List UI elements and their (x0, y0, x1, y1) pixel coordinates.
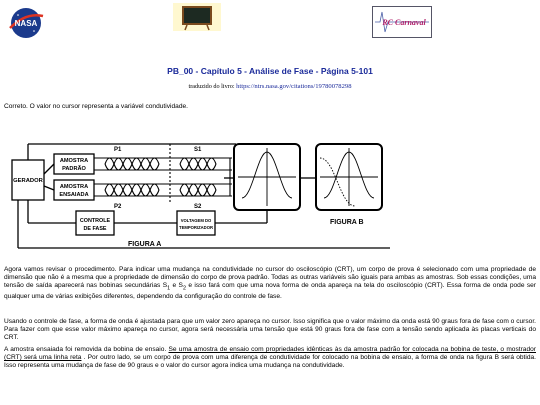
p2-c: e isso fará com que uma nova forma de onda apareça na tela do osciloscópio (CRT). Essa forma de onda pode ser qualquer uma de várias exibições diferentes, dependendo da configuração do controle de fase. (4, 282, 537, 300)
label-p2: P2 (114, 204, 122, 210)
p2-a: Agora vamos revisar o procedimento. Para indicar uma mudança na condutividade no cursor do osciloscópio (CRT), um corpo de prova é selecionado com uma propriedade de dimensão que não é a mesma que a propriedade de dimensão do corpo de prova padrão. Todas as outras variáveis são iguais para ambas as amostras. Sob essas condições, uma tensão de saída aparecerá nas bobinas secundárias S (4, 266, 536, 290)
p4-underlined: Se uma amostra de ensaio com propriedades idênticas às da amostra padrão for colocada na bobina de teste, o mostrador (CRT) será uma linha reta (4, 346, 536, 362)
p2-sub2: 2 (182, 285, 187, 292)
paragraph-correct: Correto. O valor no cursor representa a variável condutividade. (4, 103, 188, 110)
p2-sub1: 1 (167, 285, 171, 292)
label-s1: S1 (194, 147, 202, 153)
page-title: PB_00 - Capítulo 5 - Análise de Fase - Página 5-101 (167, 66, 373, 76)
credit-prefix: traduzido do livro: (188, 83, 235, 90)
paragraph-result (4, 346, 536, 371)
p4-b: . Por outro lado, se um corpo de prova com uma diferença de condutividade for colocado na bobina de ensaio, a forma de onda na figura B será obtida. Isso representa uma mudança de fase de 90 graus e o valor do cursor agora indica uma mudança na condutividade. (4, 354, 536, 370)
rc-carnaval-logo (372, 6, 432, 38)
label-amostra-padrao-1: AMOSTRA (59, 158, 89, 164)
label-controle-1: CONTROLE (79, 218, 111, 224)
label-figura-b: FIGURA B (330, 219, 364, 226)
label-voltagem-2: TEMPORIZADOR (179, 225, 213, 230)
label-amostra-ensaiada-1: AMOSTRA (59, 184, 89, 190)
source-credit (0, 83, 540, 90)
nasa-logo (6, 6, 46, 40)
label-s2: S2 (194, 204, 202, 210)
chalkboard-icon[interactable] (173, 3, 221, 31)
paragraph-phase-control: Usando o controle de fase, a forma de onda é ajustada para que um valor zero apareça no cursor. Isso significa que o valor máximo da onda está 90 graus fora de fase com o cursor. Para fazer com que esse valor máximo apareça no cursor, agora será necessária uma tensão que está 90 graus fora de fase com a tensão sendo aplicada às placas verticais do CRT. (4, 318, 536, 342)
p4-a: A amostra ensaiada foi removida da bobina de ensaio. (4, 346, 169, 353)
label-controle-2: DE FASE (83, 226, 107, 232)
rc-carnaval-logo-text: RC Carnaval (382, 18, 426, 27)
source-link[interactable]: https://ntrs.nasa.gov/citations/19780078298 (236, 83, 352, 90)
label-p1: P1 (114, 147, 122, 153)
eddy-current-diagram (10, 138, 440, 256)
label-amostra-ensaiada-2: ENSAIADA (59, 192, 89, 198)
label-figura-a: FIGURA A (128, 241, 162, 248)
p2-b: e S (170, 282, 183, 290)
nasa-logo-text: NASA (14, 19, 38, 28)
paragraph-procedure (4, 266, 536, 301)
label-amostra-padrao-2: PADRÃO (62, 166, 86, 172)
label-gerador: GERADOR (13, 178, 43, 184)
label-voltagem-1: VOLTAGEM DO (180, 218, 212, 223)
